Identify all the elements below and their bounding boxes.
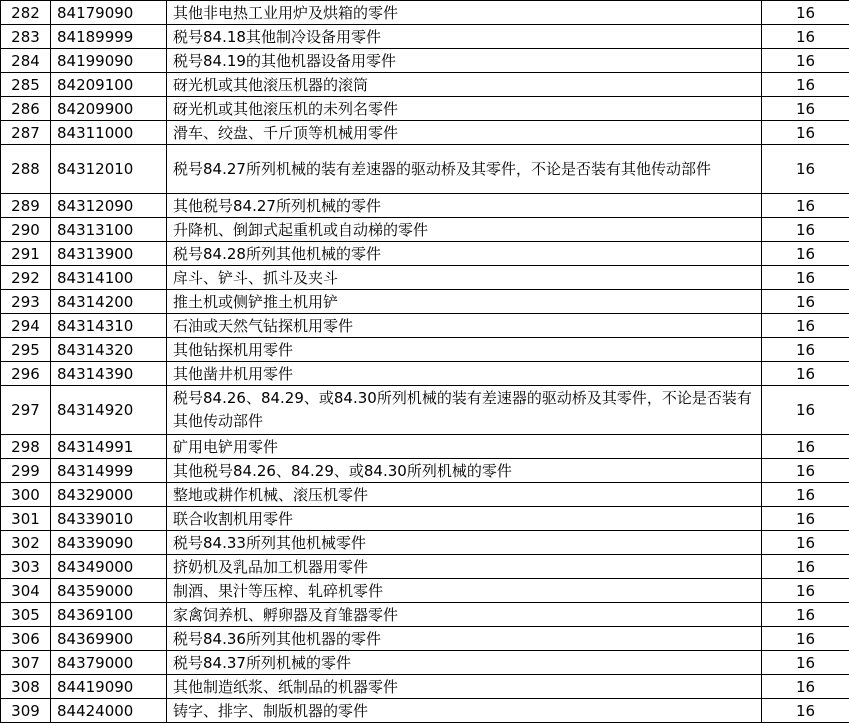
table-row [1, 49, 849, 73]
table-row [1, 266, 849, 290]
row-number-cell: 307 [1, 651, 51, 675]
table-row [1, 435, 849, 459]
row-number-cell: 292 [1, 266, 51, 290]
row-number-cell: 290 [1, 218, 51, 242]
row-number-cell: 297 [1, 386, 51, 435]
row-number-cell: 282 [1, 1, 51, 25]
description-cell: 整地或耕作机械、滚压机零件 [167, 483, 762, 507]
description-cell: 家禽饲养机、孵卵器及育雏器零件 [167, 603, 762, 627]
description-cell: 砑光机或其他滚压机的未列名零件 [167, 97, 762, 121]
hs-code-cell: 84369100 [51, 603, 167, 627]
rate-cell: 16 [762, 675, 849, 699]
hs-code-cell: 84209900 [51, 97, 167, 121]
rate-cell: 16 [762, 651, 849, 675]
table-row [1, 386, 849, 435]
description-cell: 推土机或侧铲推土机用铲 [167, 290, 762, 314]
rate-cell: 16 [762, 579, 849, 603]
rate-cell: 16 [762, 25, 849, 49]
description-cell: 石油或天然气钻探机用零件 [167, 314, 762, 338]
description-cell: 铸字、排字、制版机器的零件 [167, 699, 762, 723]
row-number-cell: 284 [1, 49, 51, 73]
table-row [1, 627, 849, 651]
description-cell: 矿用电铲用零件 [167, 435, 762, 459]
hs-code-cell: 84314390 [51, 362, 167, 386]
description-cell: 税号84.37所列机械的零件 [167, 651, 762, 675]
row-number-cell: 305 [1, 603, 51, 627]
table-row [1, 145, 849, 194]
table-row [1, 338, 849, 362]
hs-code-cell: 84179090 [51, 1, 167, 25]
row-number-cell: 300 [1, 483, 51, 507]
table-row [1, 555, 849, 579]
rate-cell: 16 [762, 290, 849, 314]
table-row [1, 579, 849, 603]
rate-cell: 16 [762, 338, 849, 362]
hs-code-cell: 84313900 [51, 242, 167, 266]
description-cell: 砑光机或其他滚压机器的滚筒 [167, 73, 762, 97]
row-number-cell: 303 [1, 555, 51, 579]
rate-cell: 16 [762, 1, 849, 25]
hs-code-cell: 84312010 [51, 145, 167, 194]
table-row [1, 194, 849, 218]
rate-cell: 16 [762, 459, 849, 483]
description-cell: 滑车、绞盘、千斤顶等机械用零件 [167, 121, 762, 145]
description-cell: 制酒、果汁等压榨、轧碎机零件 [167, 579, 762, 603]
rate-cell: 16 [762, 49, 849, 73]
row-number-cell: 289 [1, 194, 51, 218]
hs-code-cell: 84379000 [51, 651, 167, 675]
table-row [1, 121, 849, 145]
description-cell: 挤奶机及乳品加工机器用零件 [167, 555, 762, 579]
description-cell: 其他凿井机用零件 [167, 362, 762, 386]
hs-code-cell: 84313100 [51, 218, 167, 242]
rate-cell: 16 [762, 121, 849, 145]
description-cell: 其他钻探机用零件 [167, 338, 762, 362]
row-number-cell: 309 [1, 699, 51, 723]
row-number-cell: 306 [1, 627, 51, 651]
hs-code-cell: 84209100 [51, 73, 167, 97]
table-row [1, 651, 849, 675]
description-cell: 戽斗、铲斗、抓斗及夹斗 [167, 266, 762, 290]
row-number-cell: 285 [1, 73, 51, 97]
hs-code-cell: 84349000 [51, 555, 167, 579]
table-row [1, 483, 849, 507]
description-cell: 税号84.26、84.29、或84.30所列机械的装有差速器的驱动桥及其零件，不论是否装有其他传动部件 [167, 386, 762, 435]
rate-cell: 16 [762, 483, 849, 507]
rate-cell: 16 [762, 531, 849, 555]
rate-cell: 16 [762, 314, 849, 338]
rate-cell: 16 [762, 194, 849, 218]
description-cell: 税号84.18其他制冷设备用零件 [167, 25, 762, 49]
row-number-cell: 299 [1, 459, 51, 483]
row-number-cell: 286 [1, 97, 51, 121]
row-number-cell: 293 [1, 290, 51, 314]
rate-cell: 16 [762, 603, 849, 627]
row-number-cell: 288 [1, 145, 51, 194]
hs-code-cell: 84314920 [51, 386, 167, 435]
rate-cell: 16 [762, 435, 849, 459]
rate-cell: 16 [762, 699, 849, 723]
hs-code-cell: 84339010 [51, 507, 167, 531]
hs-code-cell: 84359000 [51, 579, 167, 603]
rate-cell: 16 [762, 386, 849, 435]
table-row [1, 242, 849, 266]
hs-code-cell: 84314991 [51, 435, 167, 459]
table-row [1, 531, 849, 555]
rate-cell: 16 [762, 218, 849, 242]
table-row [1, 362, 849, 386]
table-row [1, 218, 849, 242]
rate-cell: 16 [762, 555, 849, 579]
hs-code-cell: 84314320 [51, 338, 167, 362]
hs-code-cell: 84314310 [51, 314, 167, 338]
tariff-table-body [1, 1, 849, 723]
row-number-cell: 294 [1, 314, 51, 338]
rate-cell: 16 [762, 507, 849, 531]
description-cell: 联合收割机用零件 [167, 507, 762, 531]
hs-code-cell: 84419090 [51, 675, 167, 699]
table-row [1, 97, 849, 121]
hs-code-cell: 84312090 [51, 194, 167, 218]
row-number-cell: 304 [1, 579, 51, 603]
row-number-cell: 302 [1, 531, 51, 555]
hs-code-cell: 84199090 [51, 49, 167, 73]
description-cell: 税号84.28所列其他机械的零件 [167, 242, 762, 266]
hs-code-cell: 84424000 [51, 699, 167, 723]
row-number-cell: 295 [1, 338, 51, 362]
hs-code-cell: 84314200 [51, 290, 167, 314]
description-cell: 税号84.33所列其他机械零件 [167, 531, 762, 555]
rate-cell: 16 [762, 362, 849, 386]
hs-code-cell: 84314999 [51, 459, 167, 483]
rate-cell: 16 [762, 145, 849, 194]
table-row [1, 603, 849, 627]
row-number-cell: 308 [1, 675, 51, 699]
table-row [1, 459, 849, 483]
row-number-cell: 283 [1, 25, 51, 49]
description-cell: 其他税号84.27所列机械的零件 [167, 194, 762, 218]
row-number-cell: 287 [1, 121, 51, 145]
table-row [1, 73, 849, 97]
description-cell: 税号84.36所列其他机器的零件 [167, 627, 762, 651]
description-cell: 升降机、倒卸式起重机或自动梯的零件 [167, 218, 762, 242]
hs-code-cell: 84314100 [51, 266, 167, 290]
rate-cell: 16 [762, 266, 849, 290]
table-row [1, 25, 849, 49]
description-cell: 其他非电热工业用炉及烘箱的零件 [167, 1, 762, 25]
row-number-cell: 301 [1, 507, 51, 531]
description-cell: 税号84.19的其他机器设备用零件 [167, 49, 762, 73]
description-cell: 税号84.27所列机械的装有差速器的驱动桥及其零件，不论是否装有其他传动部件 [167, 145, 762, 194]
table-row [1, 675, 849, 699]
table-row [1, 314, 849, 338]
row-number-cell: 298 [1, 435, 51, 459]
hs-code-cell: 84311000 [51, 121, 167, 145]
rate-cell: 16 [762, 627, 849, 651]
table-row [1, 1, 849, 25]
row-number-cell: 291 [1, 242, 51, 266]
description-cell: 其他制造纸浆、纸制品的机器零件 [167, 675, 762, 699]
table-row [1, 290, 849, 314]
rate-cell: 16 [762, 73, 849, 97]
hs-code-cell: 84329000 [51, 483, 167, 507]
hs-code-cell: 84369900 [51, 627, 167, 651]
hs-code-cell: 84339090 [51, 531, 167, 555]
description-cell: 其他税号84.26、84.29、或84.30所列机械的零件 [167, 459, 762, 483]
row-number-cell: 296 [1, 362, 51, 386]
table-row [1, 507, 849, 531]
rate-cell: 16 [762, 242, 849, 266]
rate-cell: 16 [762, 97, 849, 121]
hs-code-cell: 84189999 [51, 25, 167, 49]
